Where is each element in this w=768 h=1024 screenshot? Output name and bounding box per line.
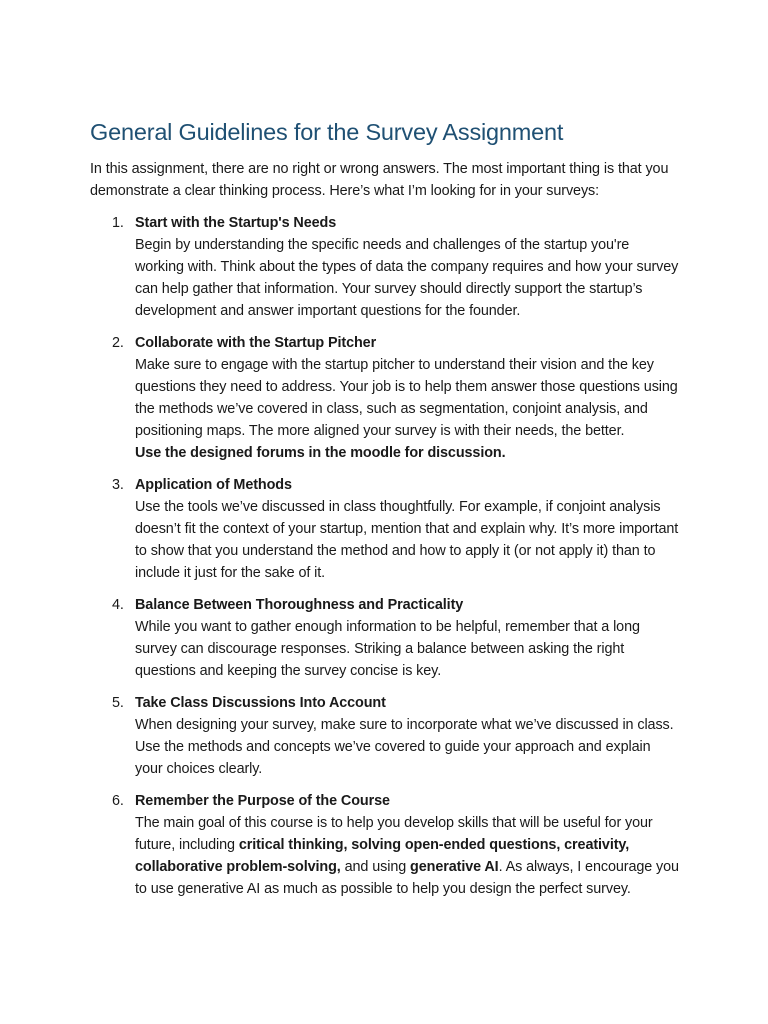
document-page bbox=[90, 116, 680, 910]
item-number: 1. bbox=[112, 215, 124, 231]
item-body: Begin by understanding the specific needs and challenges of the startup you're working with. Think about the types of data the company requires and how your survey can help gather that information. Your survey should directly support the startup’s development and answer important questions for the founder. bbox=[135, 237, 679, 319]
item-body bbox=[135, 812, 680, 900]
list-item bbox=[90, 594, 680, 682]
item-number: 2. bbox=[112, 335, 124, 351]
item-title: Remember the Purpose of the Course bbox=[135, 793, 390, 809]
item-body-text: The main goal of this course is to help you develop skills that will be useful for your future, including bbox=[135, 815, 653, 853]
item-body-text: . As always, I encourage you to use generative AI as much as possible to help you design the perfect survey. bbox=[135, 859, 679, 897]
item-title: Start with the Startup's Needs bbox=[135, 215, 337, 231]
item-emphasis: Use the designed forums in the moodle for discussion. bbox=[135, 445, 506, 461]
list-item bbox=[90, 692, 680, 780]
item-title: Collaborate with the Startup Pitcher bbox=[135, 335, 377, 351]
item-body-text: and using bbox=[340, 859, 411, 875]
item-number: 3. bbox=[112, 477, 124, 493]
list-item bbox=[90, 332, 680, 464]
item-number: 5. bbox=[112, 695, 124, 711]
item-number: 4. bbox=[112, 597, 124, 613]
document-title: General Guidelines for the Survey Assignment bbox=[90, 119, 564, 145]
list-item bbox=[90, 790, 680, 900]
item-body: When designing your survey, make sure to incorporate what we’ve discussed in class. Use the methods and concepts we’ve covered to guide your approach and explain your choices clearly. bbox=[135, 717, 674, 777]
guidelines-list bbox=[90, 212, 680, 900]
intro-paragraph: In this assignment, there are no right or wrong answers. The most important thing is that you demonstrate a clear thinking process. Here’s what I’m looking for in your surveys: bbox=[90, 161, 669, 199]
item-body-bold: generative AI bbox=[410, 859, 499, 875]
item-title: Application of Methods bbox=[135, 477, 292, 493]
item-body: Make sure to engage with the startup pitcher to understand their vision and the key questions they need to address. Your job is to help them answer those questions using the methods we’ve covered in class, such as segmentation, conjoint analysis, and positioning maps. The more aligned your survey is with their needs, the better. bbox=[135, 357, 678, 439]
item-body: Use the tools we’ve discussed in class thoughtfully. For example, if conjoint analysis doesn’t fit the context of your startup, mention that and explain why. It’s more important to show that you understand the method and how to apply it (or not apply it) than to include it just for the sake of it. bbox=[135, 499, 679, 581]
item-body: While you want to gather enough information to be helpful, remember that a long survey can discourage responses. Striking a balance between asking the right questions and keeping the survey concise is key. bbox=[135, 619, 640, 679]
list-item bbox=[90, 212, 680, 322]
list-item bbox=[90, 474, 680, 584]
item-number: 6. bbox=[112, 793, 124, 809]
item-title: Take Class Discussions Into Account bbox=[135, 695, 386, 711]
item-title: Balance Between Thoroughness and Practicality bbox=[135, 597, 464, 613]
item-body-bold: critical thinking, solving open-ended questions, creativity, collaborative problem-solving, bbox=[135, 837, 630, 875]
